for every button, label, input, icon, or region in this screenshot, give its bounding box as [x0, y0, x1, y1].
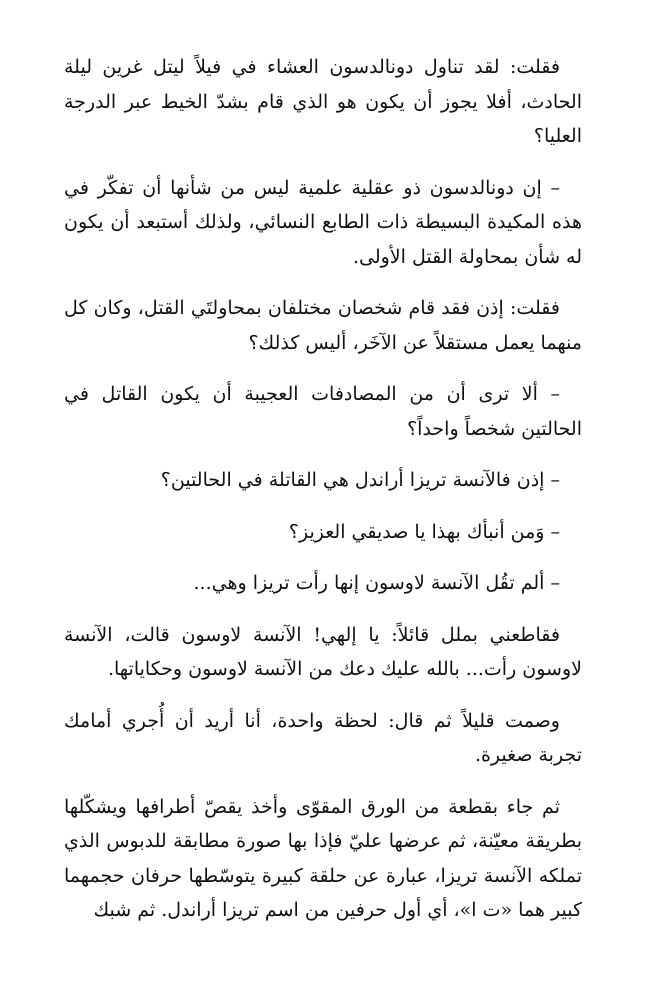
paragraph-1: فقلت: لقد تناول دونالدسون العشاء في فيلاً ليتل غرين ليلة الحادث، أفلا يجوز أن يكون هو الذي قام بشدّ الخيط عبر الدرجة العليا؟ — [64, 56, 582, 147]
paragraph-4: – ألا ترى أن من المصادفات العجيبة أن يكون القاتل في الحالتين شخصاً واحداً؟ — [64, 383, 582, 440]
paragraph-2: – إن دونالدسون ذو عقلية علمية ليس من شأنها أن تفكّر في هذه المكيدة البسيطة ذات الطابع النسائي، ولذلك أستبعد أن يكون له شأن بمحاولة القتل الأولى. — [64, 176, 582, 268]
paragraph-3: فقلت: إذن فقد قام شخصان مختلفان بمحاولتَي القتل، وكان كل منهما يعمل مستقلاً عن الآخَر، أليس كذلك؟ — [64, 297, 582, 354]
paragraph-8: فقاطعني بملل قائلاً: يا إلهي! الآنسة لاوسون قالت، الآنسة لاوسون رأت... بالله عليك دعك من الآنسة لاوسون وحكاياتها. — [64, 623, 582, 680]
paragraph-5: – إذن فالآنسة تريزا أراندل هي القاتلة في الحالتين؟ — [160, 469, 560, 491]
book-page — [64, 50, 582, 945]
paragraph-10: ثم جاء بقطعة من الورق المقوّى وأخذ يقصّ أطرافها ويشكّلها بطريقة معيّنة، ثم عرضها عليّ فإذا بها صورة مطابقة للدبوس الذي تملكه الآنسة تريزا، عبارة عن حلقة كبيرة يتوسّطها حرفان حجمهما كبير هما «ت ا»، أي أول حرفين من اسم تريزا أراندل. ثم شبك — [64, 795, 582, 921]
paragraph-6: – وَمن أنبأك بهذا يا صديقي العزيز؟ — [288, 520, 560, 543]
paragraph-9: وصمت قليلاً ثم قال: لحظة واحدة، أنا أريد أن أُجري أمامك تجربة صغيرة. — [64, 709, 582, 766]
paragraph-7: – ألم تقُل الآنسة لاوسون إنها رأت تريزا وهي... — [193, 572, 560, 594]
